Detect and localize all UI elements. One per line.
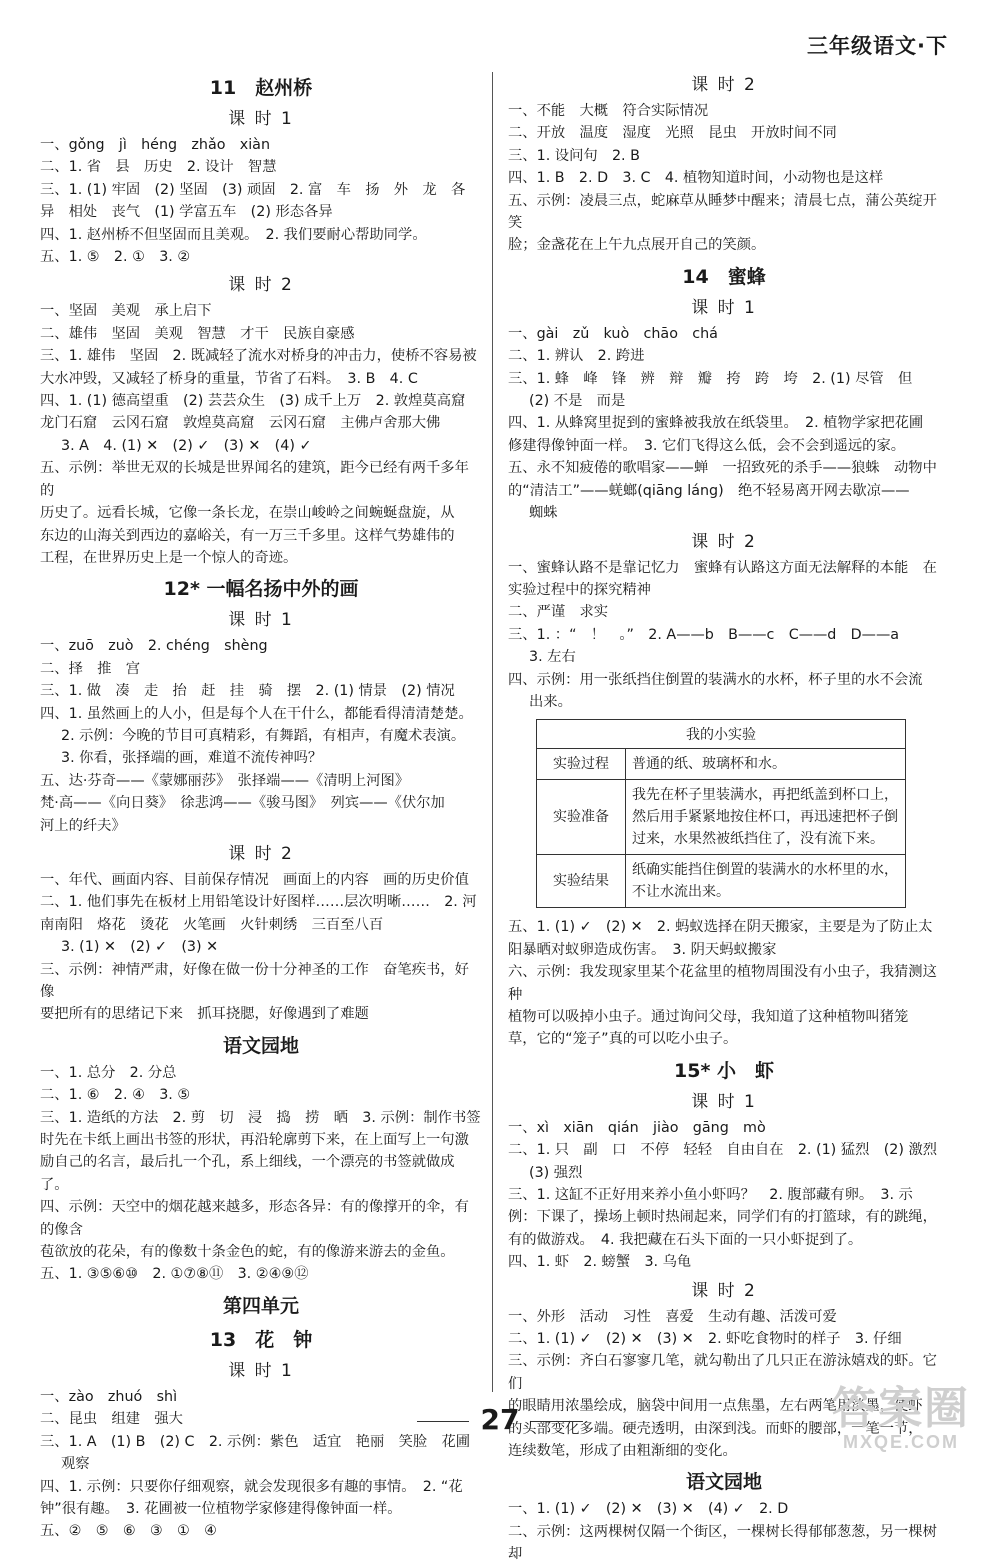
- answer-line: 五、示例：凌晨三点，蛇麻草从睡梦中醒来；清晨七点，蒲公英绽开笑: [508, 192, 937, 232]
- period-title: 课 时 1: [228, 610, 294, 631]
- answer-line: 五、1. ③⑤⑥⑩ 2. ①⑦⑧⑪ 3. ②④⑨⑫: [40, 1266, 309, 1283]
- row-label: 实验准备: [537, 780, 626, 855]
- watermark-url: MXQE.COM: [842, 1432, 959, 1452]
- watermark-logo: [832, 1386, 970, 1453]
- answer-line: 一、1. (1) ✓ (2) ✕ (3) ✕ (4) ✓ 2. D: [508, 1501, 789, 1518]
- period-title: 课 时 2: [691, 531, 757, 552]
- answer-line: 二、1. 省 县 历史 2. 设计 智慧: [40, 159, 277, 176]
- experiment-table-title: 我的小实验: [537, 720, 906, 749]
- answer-line: 钟”很有趣。 3. 花圃被一位植物学家修建得像钟面一样。: [40, 1500, 402, 1517]
- section-title: 语文园地: [685, 1471, 762, 1494]
- answer-line: 四、1. 从蜂窝里捉到的蜜蜂被我放在纸袋里。 2. 植物学家把花圃: [508, 415, 924, 432]
- answer-line: 的头部变化多端。硬壳透明，由深到浅。而虾的腰部，一笔一节，: [508, 1420, 923, 1437]
- lesson-title: 15* 小 虾: [674, 1059, 774, 1082]
- answer-line: 四、1. B 2. D 3. C 4. 植物知道时间，小动物也是这样: [508, 170, 884, 187]
- answer-line: 励自己的名言，最后扎一个孔，系上细线，一个漂亮的书签就做成了。: [40, 1154, 455, 1193]
- answer-line: 四、1. 赵州桥不但坚固而且美观。 2. 我们要耐心帮助同学。: [40, 226, 427, 243]
- answer-line: 东边的山海关到西边的嘉峪关，有一万三千多里。这样气势雄伟的: [40, 527, 455, 544]
- answer-line: 2. 示例：今晚的节目可真精彩，有舞蹈，有相声，有魔术表演。: [61, 727, 466, 744]
- answer-line: 三、1. ：“ ！ 。” 2. A——b B——c C——d D——a: [508, 626, 900, 643]
- answer-line: 三、示例：齐白石寥寥几笔，就勾勒出了几只正在游泳嬉戏的虾。它们: [508, 1353, 937, 1392]
- table-row: [537, 749, 906, 780]
- period-title: 课 时 1: [691, 297, 757, 318]
- answer-line: 龙门石窟 云冈石窟 敦煌莫高窟 云冈石窟 主佛卢舍那大佛: [40, 415, 441, 432]
- answer-line: 3. A 4. (1) ✕ (2) ✓ (3) ✕ (4) ✓: [61, 437, 312, 454]
- answer-line: 一、zuō zuò 2. chéng shèng: [40, 638, 268, 655]
- answer-line: 蜘蛛: [529, 505, 558, 522]
- table-row: [537, 855, 906, 908]
- answer-line: 要把所有的思绪记下来 抓耳挠腮，好像遇到了难题: [40, 1006, 369, 1023]
- row-text: 我先在杯子里装满水，再把纸盖到杯口上，然后用手紧紧地按住杯口，再迅速把杯子倒过来，水果然被纸挡住了，没有流下来。: [626, 780, 906, 855]
- answer-line: 阳暴晒对蚁卵造成伤害。 3. 阴天蚂蚁搬家: [508, 941, 777, 958]
- answer-line: 四、1. (1) 德高望重 (2) 芸芸众生 (3) 成千上万 2. 敦煌莫高窟: [40, 393, 466, 410]
- answer-line: 三、1. 造纸的方法 2. 剪 切 浸 捣 捞 晒 3. 示例：制作书签: [40, 1109, 481, 1126]
- answer-line: 三、示例：神情严肃，好像在做一份十分神圣的工作 奋笔疾书，好像: [40, 961, 469, 1000]
- period-title: 课 时 2: [691, 75, 757, 95]
- answer-line: 植物可以吸掉小虫子。通过询问父母，我知道了这种植物叫猪笼: [508, 1008, 909, 1025]
- period-title: 课 时 1: [691, 1091, 757, 1112]
- answer-line: 四、示例：用一张纸挡住倒置的装满水的水杯，杯子里的水不会流: [508, 671, 923, 688]
- answer-line: 的“清洁工”——蜣螂(qiāng láng) 绝不轻易离开网去歇凉——: [508, 482, 910, 499]
- answer-line: 例：下课了，操场上顿时热闹起来，同学们有的打篮球，有的跳绳，: [508, 1209, 937, 1226]
- answer-line: 五、达·芬奇——《蒙娜丽莎》 张择端——《清明上河图》: [40, 772, 410, 789]
- column-divider: [492, 72, 493, 1392]
- answer-line: 一、坚固 美观 承上启下: [40, 303, 212, 320]
- answer-line: 河上的纤夫》: [40, 817, 126, 834]
- answer-line: 脸；金盏花在上午九点展开自己的笑颜。: [508, 237, 766, 254]
- period-title: 课 时 1: [228, 109, 294, 129]
- answer-line: 三、1. (1) 牢固 (2) 坚固 (3) 顽固 2. 富 车 扬 外 龙 各: [40, 181, 466, 198]
- answer-line: 一、蜜蜂认路不是靠记忆力 蜜蜂有认路这方面无法解释的本能 在: [508, 559, 937, 576]
- answer-line: 3. 左右: [529, 649, 576, 666]
- corner-title: 三年级语文·下: [807, 34, 948, 58]
- left-column: [40, 68, 482, 1543]
- answer-line: 有的做游戏。 4. 我把藏在石头下面的一只小虾捉到了。: [508, 1231, 863, 1248]
- answer-line: (3) 强烈: [529, 1164, 583, 1181]
- answer-line: 三、1. 蜂 峰 锋 辨 辩 瓣 挎 跨 垮 2. (1) 尽管 但: [508, 370, 913, 387]
- answer-line: 三、1. 设问句 2. B: [508, 147, 640, 164]
- footer-dash-left: [417, 1421, 469, 1422]
- section-title: 语文园地: [222, 1034, 299, 1057]
- footer-dash-right: [531, 1421, 583, 1422]
- period-title: 课 时 2: [228, 275, 294, 296]
- answer-line: 南南阳 烙花 烫花 火笔画 火针刺绣 三百至八百: [40, 916, 384, 933]
- answer-line: 一、xì xiān qián jiào gāng mò: [508, 1119, 766, 1136]
- answer-line: 苞欲放的花朵，有的像数十条金色的蛇，有的像游来游去的金鱼。: [40, 1244, 455, 1261]
- period-title: 课 时 1: [228, 1360, 294, 1381]
- answer-line: 历史了。远看长城，它像一条长龙，在崇山峻岭之间蜿蜒盘旋，从: [40, 505, 455, 522]
- answer-line: 连续数笔，形成了由粗渐细的变化。: [508, 1443, 737, 1460]
- answer-line: 的眼睛用浓墨绘成，脑袋中间用一点焦墨，左右两笔用淡墨，使虾: [508, 1398, 923, 1415]
- answer-line: 出来。: [529, 693, 572, 710]
- answer-line: 二、1. ⑥ 2. ④ 3. ⑤: [40, 1087, 191, 1104]
- answer-line: 四、1. 虾 2. 螃蟹 3. 乌龟: [508, 1254, 692, 1271]
- row-text: 普通的纸、玻璃杯和水。: [626, 749, 906, 780]
- unit-title: 第四单元: [222, 1294, 299, 1317]
- watermark-text: 答案圈: [832, 1384, 970, 1433]
- answer-line: 二、择 推 宫: [40, 660, 141, 677]
- answer-line: 一、zào zhuó shì: [40, 1388, 178, 1405]
- row-label: 实验过程: [537, 749, 626, 780]
- answer-line: 一、gài zǔ kuò chāo chá: [508, 325, 718, 342]
- table-row: [537, 780, 906, 855]
- answer-line: 一、不能 大概 符合实际情况: [508, 103, 709, 119]
- answer-line: 三、1. 雄伟 坚固 2. 既减轻了流水对桥身的冲击力，使桥不容易被: [40, 348, 477, 365]
- answer-line: 一、外形 活动 习性 喜爱 生动有趣、活泼可爱: [508, 1308, 837, 1325]
- answer-line: 大水冲毁，又减轻了桥身的重量，节省了石料。 3. B 4. C: [40, 370, 418, 387]
- period-title: 课 时 2: [691, 1280, 757, 1301]
- answer-line: 3. 你看，张择端的画，难道不流传神吗？: [61, 750, 323, 767]
- answer-line: 五、示例：举世无双的长城是世界闻名的建筑，距今已经有两千多年的: [40, 460, 469, 499]
- answer-line: 二、昆虫 组建 强大: [40, 1411, 183, 1428]
- answer-line: 三、1. 这缸不正好用来养小鱼小虾吗？ 2. 腹部藏有卵。 3. 示: [508, 1187, 913, 1203]
- right-column: [508, 68, 940, 1566]
- answer-line: 3. (1) ✕ (2) ✓ (3) ✕: [61, 939, 219, 956]
- lesson-title: 13 花 钟: [209, 1328, 313, 1351]
- row-label: 实验结果: [537, 855, 626, 908]
- answer-line: 五、永不知疲倦的歌唱家——蝉 一招致死的杀手——狼蛛 动物中: [508, 460, 937, 477]
- answer-line: 二、开放 温度 湿度 光照 昆虫 开放时间不同: [508, 125, 837, 142]
- answer-line: 一、1. 总分 2. 分总: [40, 1064, 177, 1081]
- answer-line: 梵·高——《向日葵》 徐悲鸿——《骏马图》 列宾——《伏尔加: [40, 795, 445, 812]
- page-number: 27: [480, 1403, 520, 1436]
- lesson-title: 14 蜜蜂: [682, 265, 766, 288]
- answer-line: (2) 不是 而是: [529, 393, 626, 410]
- answer-line: 二、示例：这两棵树仅隔一个街区，一棵树长得郁郁葱葱，另一棵树却: [508, 1523, 937, 1563]
- answer-line: 二、1. 只 副 口 不停 轻轻 自由自在 2. (1) 猛烈 (2) 激烈: [508, 1142, 938, 1159]
- answer-line: 时先在卡纸上画出书签的形状，再沿轮廓剪下来，在上面写上一句激: [40, 1132, 469, 1149]
- answer-line: 一、年代、画面内容、目前保存情况 画面上的内容 画的历史价值: [40, 871, 469, 888]
- lesson-title: 11 赵州桥: [209, 77, 313, 99]
- answer-line: 四、1. 示例：只要你仔细观察，就会发现很多有趣的事情。 2. “花: [40, 1478, 463, 1495]
- answer-line: 六、示例：我发现家里某个花盆里的植物周围没有小虫子，我猜测这种: [508, 964, 937, 1003]
- answer-line: 四、1. 虽然画上的人小，但是每个人在干什么，都能看得清清楚楚。: [40, 705, 473, 722]
- answer-line: 修建得像钟面一样。 3. 它们飞得这么低，会不会到遥远的家。: [508, 437, 906, 454]
- experiment-table: [536, 719, 906, 908]
- answer-line: 二、1. 他们事先在板材上用铅笔设计好图样……层次明晰…… 2. 河: [40, 894, 477, 911]
- answer-line: 工程，在世界历史上是一个惊人的奇迹。: [40, 549, 298, 566]
- answer-line: 三、1. 做 凑 走 抬 赶 挂 骑 摆 2. (1) 情景 (2) 情况: [40, 683, 455, 700]
- answer-line: 异 相处 丧气 (1) 学富五车 (2) 形态各异: [40, 204, 333, 221]
- answer-line: 五、1. (1) ✓ (2) ✕ 2. 蚂蚁选择在阴天搬家，主要是为了防止太: [508, 919, 933, 936]
- answer-line: 一、gǒng jì héng zhǎo xiàn: [40, 137, 271, 153]
- answer-line: 五、② ⑤ ⑥ ③ ① ④: [40, 1523, 217, 1540]
- answer-line: 二、严谨 求实: [508, 604, 609, 621]
- row-text: 纸确实能挡住倒置的装满水的水杯里的水，不让水流出来。: [626, 855, 906, 908]
- answer-line: 二、1. (1) ✓ (2) ✕ (3) ✕ 2. 虾吃食物时的样子 3. 仔细: [508, 1331, 902, 1348]
- answer-line: 二、雄伟 坚固 美观 智慧 才干 民族自豪感: [40, 325, 355, 342]
- period-title: 课 时 2: [228, 843, 294, 864]
- answer-line: 实验过程中的探究精神: [508, 581, 651, 598]
- answer-line: 四、示例：天空中的烟花越来越多，形态各异：有的像撑开的伞，有的像含: [40, 1199, 469, 1238]
- lesson-title: 12* 一幅名扬中外的画: [163, 578, 359, 601]
- answer-line: 草，它的“笼子”真的可以吃小虫子。: [508, 1031, 738, 1048]
- answer-line: 观察: [61, 1456, 90, 1473]
- answer-line: 五、1. ⑤ 2. ① 3. ②: [40, 249, 191, 266]
- answer-line: 三、1. A (1) B (2) C 2. 示例：紫色 适宜 艳丽 笑脸 花圃: [40, 1433, 471, 1450]
- answer-line: 二、1. 辨认 2. 跨进: [508, 348, 645, 365]
